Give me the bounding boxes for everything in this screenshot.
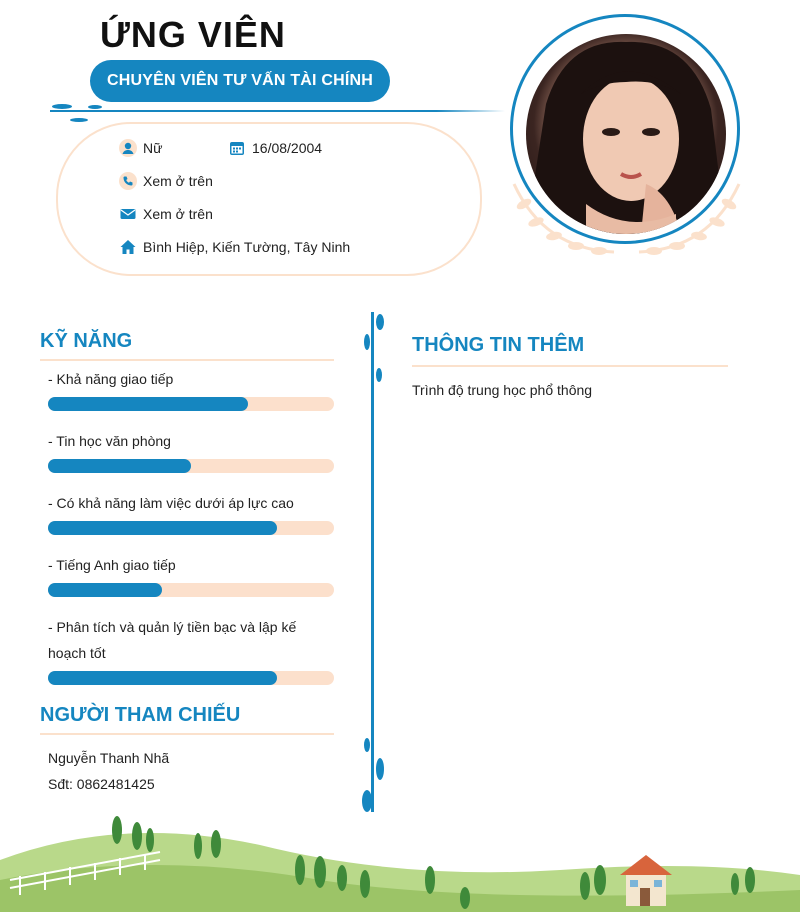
calendar-icon bbox=[228, 139, 246, 157]
divider-ornament bbox=[364, 738, 370, 752]
skill-bar-fill bbox=[48, 583, 162, 597]
phone-icon bbox=[119, 172, 137, 190]
skill-label: - Khả năng giao tiếp bbox=[48, 371, 174, 387]
skill-bar bbox=[48, 459, 334, 473]
additional-info-underline bbox=[412, 365, 728, 367]
candidate-name: ỨNG VIÊN bbox=[100, 14, 286, 55]
divider-ornament bbox=[376, 314, 384, 330]
additional-info-text: Trình độ trung học phổ thông bbox=[412, 382, 593, 398]
skill-bar-fill bbox=[48, 521, 277, 535]
skill-label: - Tiếng Anh giao tiếp bbox=[48, 557, 176, 573]
address-row bbox=[119, 238, 350, 256]
avatar-frame bbox=[510, 14, 745, 254]
divider-ornament bbox=[376, 368, 382, 382]
phone-value: Xem ở trên bbox=[143, 173, 213, 189]
job-title-badge bbox=[90, 60, 390, 102]
job-title: CHUYÊN VIÊN TƯ VẤN TÀI CHÍNH bbox=[107, 72, 373, 89]
phone-row bbox=[119, 172, 213, 190]
email-icon bbox=[119, 205, 137, 223]
divider-ornament bbox=[364, 334, 370, 350]
skill-bar-fill bbox=[48, 671, 277, 685]
home-icon bbox=[119, 238, 137, 256]
user-icon bbox=[119, 139, 137, 157]
gender-row bbox=[119, 139, 162, 157]
skill-label: - Có khả năng làm việc dưới áp lực cao bbox=[48, 495, 294, 511]
birthdate-row bbox=[228, 139, 322, 157]
skill-bar bbox=[48, 521, 334, 535]
gender-value: Nữ bbox=[143, 140, 163, 156]
column-divider bbox=[371, 312, 374, 812]
skills-heading-underline bbox=[40, 359, 334, 361]
skill-bar-fill bbox=[48, 397, 248, 411]
skills-heading: KỸ NĂNG bbox=[40, 330, 133, 352]
birthdate-value: 16/08/2004 bbox=[252, 140, 323, 156]
references-heading: NGƯỜI THAM CHIẾU bbox=[40, 704, 241, 726]
email-row bbox=[119, 205, 213, 223]
header-dot bbox=[88, 105, 102, 109]
additional-info-heading: THÔNG TIN THÊM bbox=[412, 334, 585, 356]
skill-bar bbox=[48, 671, 334, 685]
references-heading-underline bbox=[40, 733, 334, 735]
skill-bar bbox=[48, 397, 334, 411]
skill-item bbox=[48, 428, 338, 473]
reference-phone: Sđt: 0862481425 bbox=[48, 776, 155, 792]
landscape-illustration bbox=[0, 800, 800, 912]
skill-label: - Phân tích và quản lý tiền bạc và lập kế hoạch tốt bbox=[48, 619, 297, 661]
skills-list bbox=[48, 366, 338, 685]
skill-item bbox=[48, 490, 338, 535]
skill-item bbox=[48, 366, 338, 411]
skill-label: - Tin học văn phòng bbox=[48, 433, 171, 449]
skill-item bbox=[48, 552, 338, 597]
divider-ornament bbox=[376, 758, 384, 780]
skill-bar bbox=[48, 583, 334, 597]
header-dot bbox=[70, 118, 88, 122]
address-value: Bình Hiệp, Kiến Tường, Tây Ninh bbox=[143, 239, 351, 255]
laurel-decoration bbox=[504, 174, 749, 264]
reference-name: Nguyễn Thanh Nhã bbox=[48, 750, 170, 766]
skill-bar-fill bbox=[48, 459, 191, 473]
header-dot bbox=[52, 104, 72, 109]
email-value: Xem ở trên bbox=[143, 206, 213, 222]
skill-item bbox=[48, 614, 338, 685]
header-divider bbox=[50, 110, 505, 112]
